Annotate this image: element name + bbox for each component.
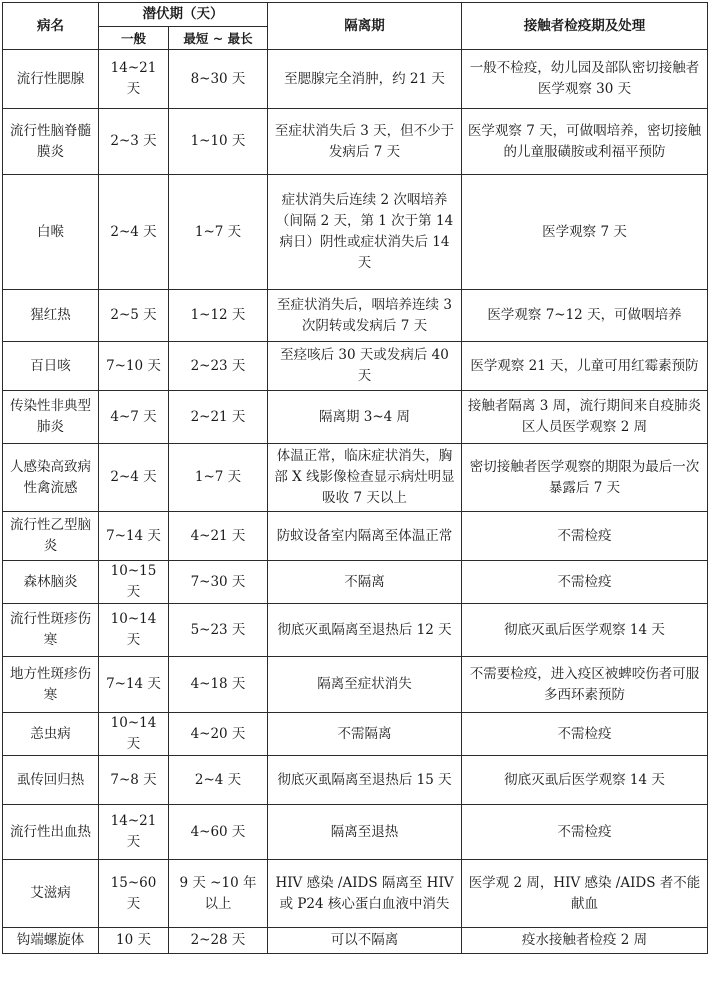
contact-handling-cell: 疫水接触者检疫 2 周 <box>462 928 708 954</box>
isolation-cell: 彻底灭虱隔离至退热后 15 天 <box>268 756 462 805</box>
table-row <box>3 342 708 391</box>
isolation-cell: 彻底灭虱隔离至退热后 12 天 <box>268 604 462 657</box>
incubation-range-cell: 9 天 ~10 年以上 <box>169 860 268 928</box>
header-isolation: 隔离期 <box>268 3 462 50</box>
table-row <box>3 290 708 342</box>
disease-name-cell: 白喉 <box>3 175 99 290</box>
disease-name-cell: 流行性出血热 <box>3 805 99 860</box>
table-row <box>3 713 708 756</box>
disease-name-cell: 虱传回归热 <box>3 756 99 805</box>
incubation-range-cell: 4~18 天 <box>169 657 268 713</box>
contact-handling-cell: 医学观察 7~12 天，可做咽培养 <box>462 290 708 342</box>
general-incubation-cell: 2~4 天 <box>99 444 169 512</box>
incubation-range-cell: 4~21 天 <box>169 512 268 561</box>
contact-handling-cell: 密切接触者医学观察的期限为最后一次暴露后 7 天 <box>462 444 708 512</box>
disease-name-cell: 恙虫病 <box>3 713 99 756</box>
incubation-range-cell: 1~7 天 <box>169 175 268 290</box>
contact-handling-cell: 不需检疫 <box>462 713 708 756</box>
table-row <box>3 391 708 444</box>
general-incubation-cell: 7~8 天 <box>99 756 169 805</box>
table-row <box>3 175 708 290</box>
contact-handling-cell: 医学观察 21 天，儿童可用红霉素预防 <box>462 342 708 391</box>
header-contact: 接触者检疫期及处理 <box>462 3 708 50</box>
contact-handling-cell: 医学观察 7 天，可做咽培养，密切接触的儿童服磺胺或利福平预防 <box>462 109 708 175</box>
table-row <box>3 860 708 928</box>
general-incubation-cell: 14~21 天 <box>99 50 169 109</box>
incubation-range-cell: 2~28 天 <box>169 928 268 954</box>
contact-handling-cell: 不需检疫 <box>462 805 708 860</box>
table-row <box>3 928 708 954</box>
isolation-cell: 至症状消失后 3 天，但不少于发病后 7 天 <box>268 109 462 175</box>
contact-handling-cell: 接触者隔离 3 周，流行期间来自疫肺炎区人员医学观察 2 周 <box>462 391 708 444</box>
disease-name-cell: 流行性腮腺 <box>3 50 99 109</box>
table-row <box>3 756 708 805</box>
incubation-range-cell: 2~4 天 <box>169 756 268 805</box>
header-range: 最短 ~ 最长 <box>169 27 268 50</box>
incubation-range-cell: 1~12 天 <box>169 290 268 342</box>
disease-name-cell: 艾滋病 <box>3 860 99 928</box>
table-row <box>3 805 708 860</box>
isolation-cell: 隔离至退热 <box>268 805 462 860</box>
isolation-cell: 不隔离 <box>268 561 462 604</box>
isolation-cell: 至痉咳后 30 天或发病后 40 天 <box>268 342 462 391</box>
isolation-cell: 可以不隔离 <box>268 928 462 954</box>
general-incubation-cell: 10~14 天 <box>99 713 169 756</box>
header-general: 一般 <box>99 27 169 50</box>
contact-handling-cell: 不需要检疫，进入疫区被蜱咬伤者可服多西环素预防 <box>462 657 708 713</box>
incubation-range-cell: 1~10 天 <box>169 109 268 175</box>
disease-name-cell: 百日咳 <box>3 342 99 391</box>
header-incubation: 潜伏期（天） <box>99 3 268 27</box>
general-incubation-cell: 2~4 天 <box>99 175 169 290</box>
header-disease: 病名 <box>3 3 99 50</box>
contact-handling-cell: 不需检疫 <box>462 561 708 604</box>
isolation-cell: 体温正常，临床症状消失，胸部 X 线影像检查显示病灶明显吸收 7 天以上 <box>268 444 462 512</box>
incubation-range-cell: 7~30 天 <box>169 561 268 604</box>
table-row <box>3 512 708 561</box>
general-incubation-cell: 10~15 天 <box>99 561 169 604</box>
incubation-range-cell: 2~23 天 <box>169 342 268 391</box>
disease-name-cell: 传染性非典型肺炎 <box>3 391 99 444</box>
isolation-cell: 防蚊设备室内隔离至体温正常 <box>268 512 462 561</box>
isolation-cell: 症状消失后连续 2 次咽培养（间隔 2 天，第 1 次于第 14 病日）阴性或症状消失后 14 天 <box>268 175 462 290</box>
disease-name-cell: 森林脑炎 <box>3 561 99 604</box>
table-row <box>3 561 708 604</box>
general-incubation-cell: 10~14 天 <box>99 604 169 657</box>
disease-name-cell: 人感染高致病性禽流感 <box>3 444 99 512</box>
contact-handling-cell: 一般不检疫，幼儿园及部队密切接触者医学观察 30 天 <box>462 50 708 109</box>
incubation-range-cell: 8~30 天 <box>169 50 268 109</box>
contact-handling-cell: 彻底灭虱后医学观察 14 天 <box>462 756 708 805</box>
general-incubation-cell: 7~14 天 <box>99 512 169 561</box>
incubation-range-cell: 4~60 天 <box>169 805 268 860</box>
disease-name-cell: 猩红热 <box>3 290 99 342</box>
table-body <box>3 50 708 954</box>
table-row <box>3 657 708 713</box>
general-incubation-cell: 7~14 天 <box>99 657 169 713</box>
general-incubation-cell: 4~7 天 <box>99 391 169 444</box>
contact-handling-cell: 彻底灭虱后医学观察 14 天 <box>462 604 708 657</box>
isolation-cell: 至症状消失后，咽培养连续 3 次阴转或发病后 7 天 <box>268 290 462 342</box>
disease-name-cell: 流行性脑脊髓膜炎 <box>3 109 99 175</box>
contact-handling-cell: 医学观 2 周，HIV 感染 /AIDS 者不能献血 <box>462 860 708 928</box>
incubation-range-cell: 5~23 天 <box>169 604 268 657</box>
isolation-cell: 至腮腺完全消肿，约 21 天 <box>268 50 462 109</box>
disease-name-cell: 钩端螺旋体 <box>3 928 99 954</box>
disease-name-cell: 地方性斑疹伤寒 <box>3 657 99 713</box>
general-incubation-cell: 7~10 天 <box>99 342 169 391</box>
incubation-range-cell: 1~7 天 <box>169 444 268 512</box>
general-incubation-cell: 14~21 天 <box>99 805 169 860</box>
general-incubation-cell: 2~5 天 <box>99 290 169 342</box>
general-incubation-cell: 2~3 天 <box>99 109 169 175</box>
incubation-range-cell: 2~21 天 <box>169 391 268 444</box>
incubation-range-cell: 4~20 天 <box>169 713 268 756</box>
contact-handling-cell: 医学观察 7 天 <box>462 175 708 290</box>
table-row <box>3 444 708 512</box>
table-row <box>3 604 708 657</box>
general-incubation-cell: 10 天 <box>99 928 169 954</box>
isolation-cell: 隔离期 3~4 周 <box>268 391 462 444</box>
disease-table <box>2 2 708 954</box>
table-row <box>3 109 708 175</box>
isolation-cell: 不需隔离 <box>268 713 462 756</box>
table-row <box>3 50 708 109</box>
disease-name-cell: 流行性乙型脑炎 <box>3 512 99 561</box>
contact-handling-cell: 不需检疫 <box>462 512 708 561</box>
general-incubation-cell: 15~60 天 <box>99 860 169 928</box>
isolation-cell: HIV 感染 /AIDS 隔离至 HIV 或 P24 核心蛋白血液中消失 <box>268 860 462 928</box>
isolation-cell: 隔离至症状消失 <box>268 657 462 713</box>
disease-name-cell: 流行性斑疹伤寒 <box>3 604 99 657</box>
